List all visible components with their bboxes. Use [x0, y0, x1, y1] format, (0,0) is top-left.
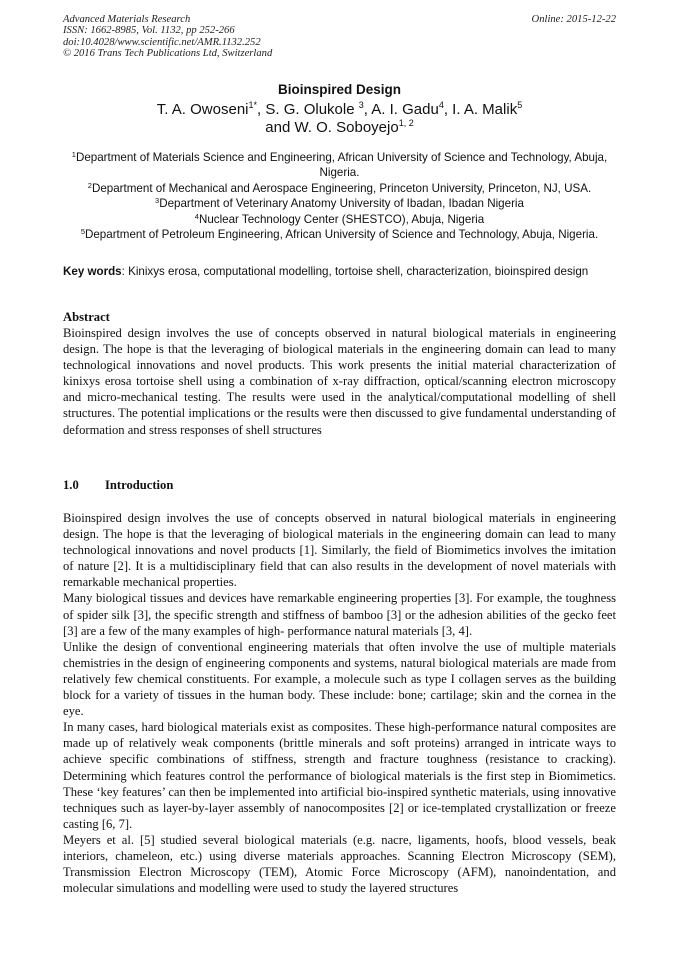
affiliation-text: Department of Mechanical and Aerospace Engineering, Princeton University, Princeton, NJ, USA.	[91, 181, 592, 195]
abstract-text: Bioinspired design involves the use of concepts observed in natural biological materials in engineering design. The hope is that the leveraging of biological materials in the engineering domain can lead to many technological innovations and novel products. This work presents the initial material characterization of kinixys erosa tortoise shell using a combination of x-ray diffraction, optical/scanning electron microscopy and micro-mechanical testing. The results were used in the analytical/computational modelling of shell structures. The potential implications or the results were then discussed to give fundamental understanding of deformation and stress responses of shell structures	[63, 326, 616, 437]
keywords-label: Key words	[63, 265, 122, 278]
section-number: 1.0	[63, 478, 79, 492]
author-affil-sup: 1, 2	[398, 118, 414, 128]
journal-header	[63, 14, 423, 59]
affiliation	[58, 181, 621, 196]
affiliation-sup: 1	[71, 150, 76, 159]
author-list	[63, 101, 616, 137]
author: S. G. Olukole	[265, 101, 359, 118]
author: I. A. Malik	[452, 101, 518, 118]
author-line-2	[63, 119, 616, 137]
section-title: Introduction	[105, 478, 174, 492]
doi-line: doi:10.4028/www.scientific.net/AMR.1132.252	[63, 36, 261, 48]
author: and W. O. Soboyejo	[265, 119, 399, 136]
affiliation	[58, 150, 621, 181]
affiliation-list	[58, 150, 621, 242]
author-separator: ,	[257, 101, 266, 118]
author-affil-sup: 1*	[248, 100, 258, 110]
author-separator: ,	[363, 101, 372, 118]
affiliation	[58, 212, 621, 227]
author-affil-sup: 3	[358, 100, 364, 110]
author-line-1	[63, 101, 616, 119]
keywords-text: : Kinixys erosa, computational modelling, tortoise shell, characterization, bioinspired design	[121, 265, 589, 278]
affiliation-text: Department of Veterinary Anatomy University of Ibadan, Ibadan Nigeria	[159, 197, 524, 211]
copyright-line: © 2016 Trans Tech Publications Ltd, Switzerland	[63, 47, 273, 59]
journal-name: Advanced Materials Research	[63, 14, 191, 25]
paragraph: Many biological tissues and devices have remarkable engineering properties [3]. For example, the toughness of spider silk [3], the specific strength and stiffness of bamboo [3] or the adhesion abilities of the gecko feet [3] are a few of the many examples of high- performance natural materials [3, 4].	[63, 591, 616, 638]
author-affil-sup: 5	[517, 100, 523, 110]
affiliation	[58, 227, 621, 242]
keywords	[63, 264, 616, 280]
author-affil-sup: 4	[438, 100, 444, 110]
online-date: Online: 2015-12-22	[531, 14, 616, 25]
affiliation-sup: 5	[80, 227, 85, 237]
paragraph: Meyers et al. [5] studied several biological materials (e.g. nacre, ligaments, hoofs, blood vessels, beak interiors, chameleon, etc.) using diverse materials approaches. Scanning Electron Microscopy (SEM), Transmission Electron Microscopy (TEM), Atomic Force Microscopy (AFM), nanoindentation, and molecular simulations and modelling were used to study the layered structures	[63, 832, 616, 896]
affiliation-text: Nuclear Technology Center (SHESTCO), Abuja, Nigeria	[198, 212, 485, 226]
affiliation-sup: 4	[194, 211, 199, 221]
issn-line: ISSN: 1662-8985, Vol. 1132, pp 252-266	[63, 25, 235, 37]
author: T. A. Owoseni	[156, 101, 249, 118]
affiliation-sup: 3	[155, 196, 160, 206]
section-heading-introduction	[63, 477, 173, 493]
paragraph: Unlike the design of conventional engineering materials that often involve the use of multiple materials chemistries in the design of engineering components and systems, natural biological materials are made from relatively few chemical constituents. For example, a molecule such as type I collagen serves as the building block for a variety of tissues in the human body. These include: bone; cartilage; skin and the cornea in the eye.	[63, 639, 616, 719]
affiliation	[58, 196, 621, 211]
affiliation-text: Department of Petroleum Engineering, African University of Science and Technology, Abuja, Nigeria.	[84, 228, 599, 242]
abstract-heading: Abstract	[63, 310, 110, 324]
introduction-body	[63, 510, 616, 896]
paragraph: Bioinspired design involves the use of concepts observed in natural biological materials in engineering design. The hope is that the leveraging of biological materials in the engineering domain can lead to many technological innovations and novel products [1]. Similarly, the field of Biomimetics involves the imitation of nature [2]. It is a multidisciplinary field that can also results in the development of novel materials with remarkable mechanical properties.	[63, 511, 616, 590]
paragraph: In many cases, hard biological materials exist as composites. These high-performance natural composites are made up of relatively weak components (brittle minerals and soft proteins) arranged in intricate ways to achieve specific combinations of stiffness, strength and fracture toughness (resistance to cracking). Determining which features control the performance of biological materials is the first step in Biomimetics. These ‘key features’ can then be implemented into artificial bio-inspired synthetic materials, using innovative techniques such as layer-by-layer assembly of nanocomposites [2] or ice-templated crystallization or freeze casting [6, 7].	[63, 720, 616, 831]
author-separator: ,	[443, 101, 453, 118]
affiliation-sup: 2	[87, 180, 92, 190]
paper-title: Bioinspired Design	[277, 82, 402, 97]
author: A. I. Gadu	[371, 101, 439, 118]
affiliation-text: Department of Materials Science and Engineering, African University of Science and Technology, Abuja, Nigeria.	[75, 151, 608, 180]
